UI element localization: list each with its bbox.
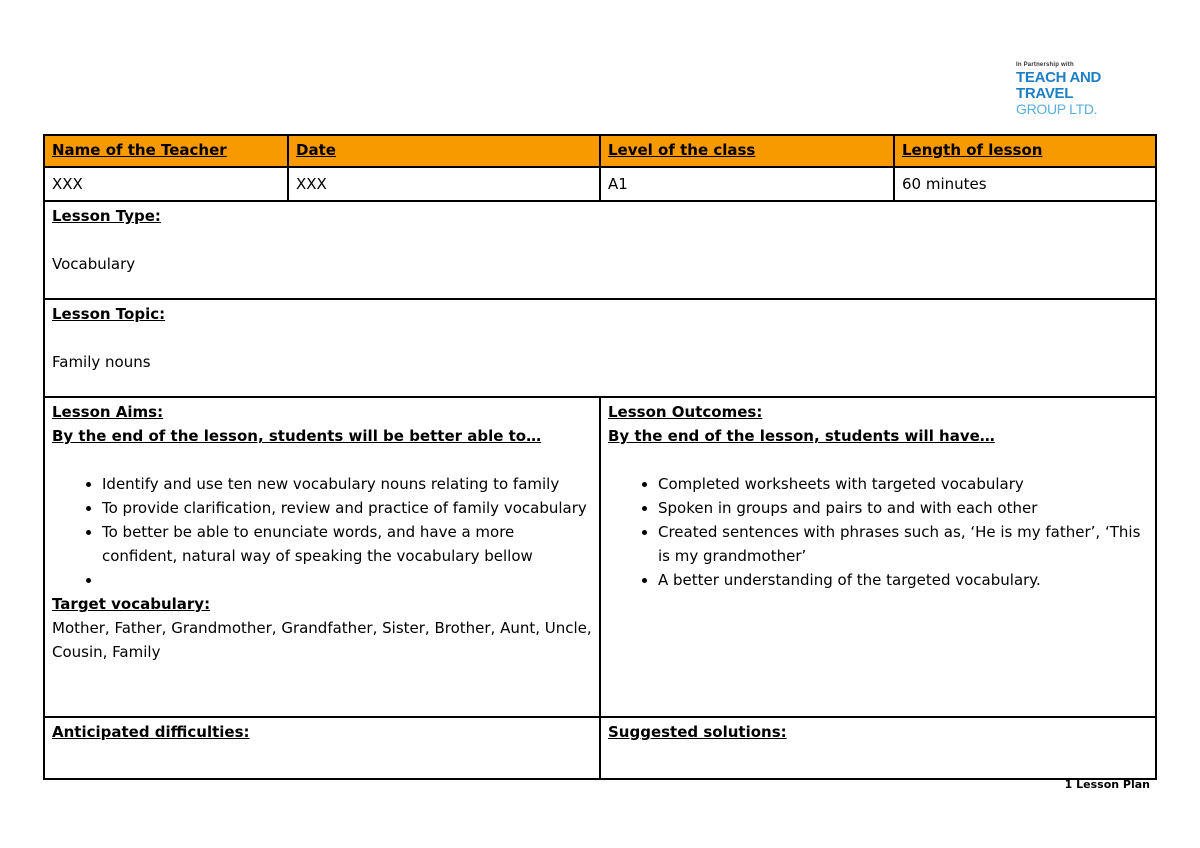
aims-item: • To better be able to enunciate words, and have a more confident, natural way of speaking the vocabulary bellow	[102, 520, 592, 568]
values-row	[44, 167, 1156, 201]
date-value: XXX	[288, 167, 600, 201]
aims-cell	[44, 397, 600, 717]
aims-label: Lesson Aims:	[52, 403, 164, 421]
aims-outcomes-row	[44, 397, 1156, 717]
lesson-plan-table	[43, 134, 1157, 780]
outcomes-cell	[600, 397, 1156, 717]
logo-line-1: TEACH AND TRAVEL	[1016, 69, 1102, 102]
aims-intro: By the end of the lesson, students will be better able to…	[52, 427, 542, 445]
target-vocabulary-words: Mother, Father, Grandmother, Grandfather, Sister, Brother, Aunt, Uncle, Cousin, Family	[52, 619, 592, 661]
solutions-cell	[600, 717, 1156, 779]
length-value: 60 minutes	[894, 167, 1156, 201]
level-value: A1	[600, 167, 894, 201]
lesson-type-row	[44, 201, 1156, 299]
aims-item: • To provide clarification, review and practice of family vocabulary	[102, 496, 592, 520]
teacher-header: Name of the Teacher	[44, 135, 288, 167]
teach-and-travel-logo	[1016, 62, 1156, 117]
difficulties-label: Anticipated difficulties:	[52, 723, 250, 741]
header-row	[44, 135, 1156, 167]
outcomes-list	[608, 472, 1148, 592]
lesson-type-value: Vocabulary	[52, 255, 136, 273]
aims-list	[52, 472, 592, 592]
date-header: Date	[288, 135, 600, 167]
difficulties-cell	[44, 717, 600, 779]
outcomes-item: • A better understanding of the targeted vocabulary.	[658, 568, 1148, 592]
outcomes-intro: By the end of the lesson, students will have…	[608, 427, 995, 445]
level-header: Level of the class	[600, 135, 894, 167]
target-vocabulary-label: Target vocabulary:	[52, 595, 211, 613]
aims-item: • Identify and use ten new vocabulary nouns relating to family	[102, 472, 592, 496]
page-footer: 1 Lesson Plan	[1064, 778, 1150, 791]
outcomes-item: • Created sentences with phrases such as, ‘He is my father’, ‘This is my grandmother’	[658, 520, 1148, 568]
length-header: Length of lesson	[894, 135, 1156, 167]
lesson-type-cell	[44, 201, 1156, 299]
solutions-label: Suggested solutions:	[608, 723, 787, 741]
outcomes-item: • Spoken in groups and pairs to and with each other	[658, 496, 1148, 520]
lesson-topic-cell	[44, 299, 1156, 397]
outcomes-item: • Completed worksheets with targeted vocabulary	[658, 472, 1148, 496]
lesson-topic-row	[44, 299, 1156, 397]
outcomes-label: Lesson Outcomes:	[608, 403, 763, 421]
lesson-type-label: Lesson Type:	[52, 207, 161, 225]
difficulties-solutions-row	[44, 717, 1156, 779]
aims-item	[102, 568, 592, 592]
lesson-topic-label: Lesson Topic:	[52, 305, 166, 323]
logo-tagline: In Partnership with	[1016, 62, 1074, 68]
teacher-value: XXX	[44, 167, 288, 201]
lesson-topic-value: Family nouns	[52, 353, 151, 371]
logo-line-2: GROUP LTD.	[1016, 101, 1098, 117]
